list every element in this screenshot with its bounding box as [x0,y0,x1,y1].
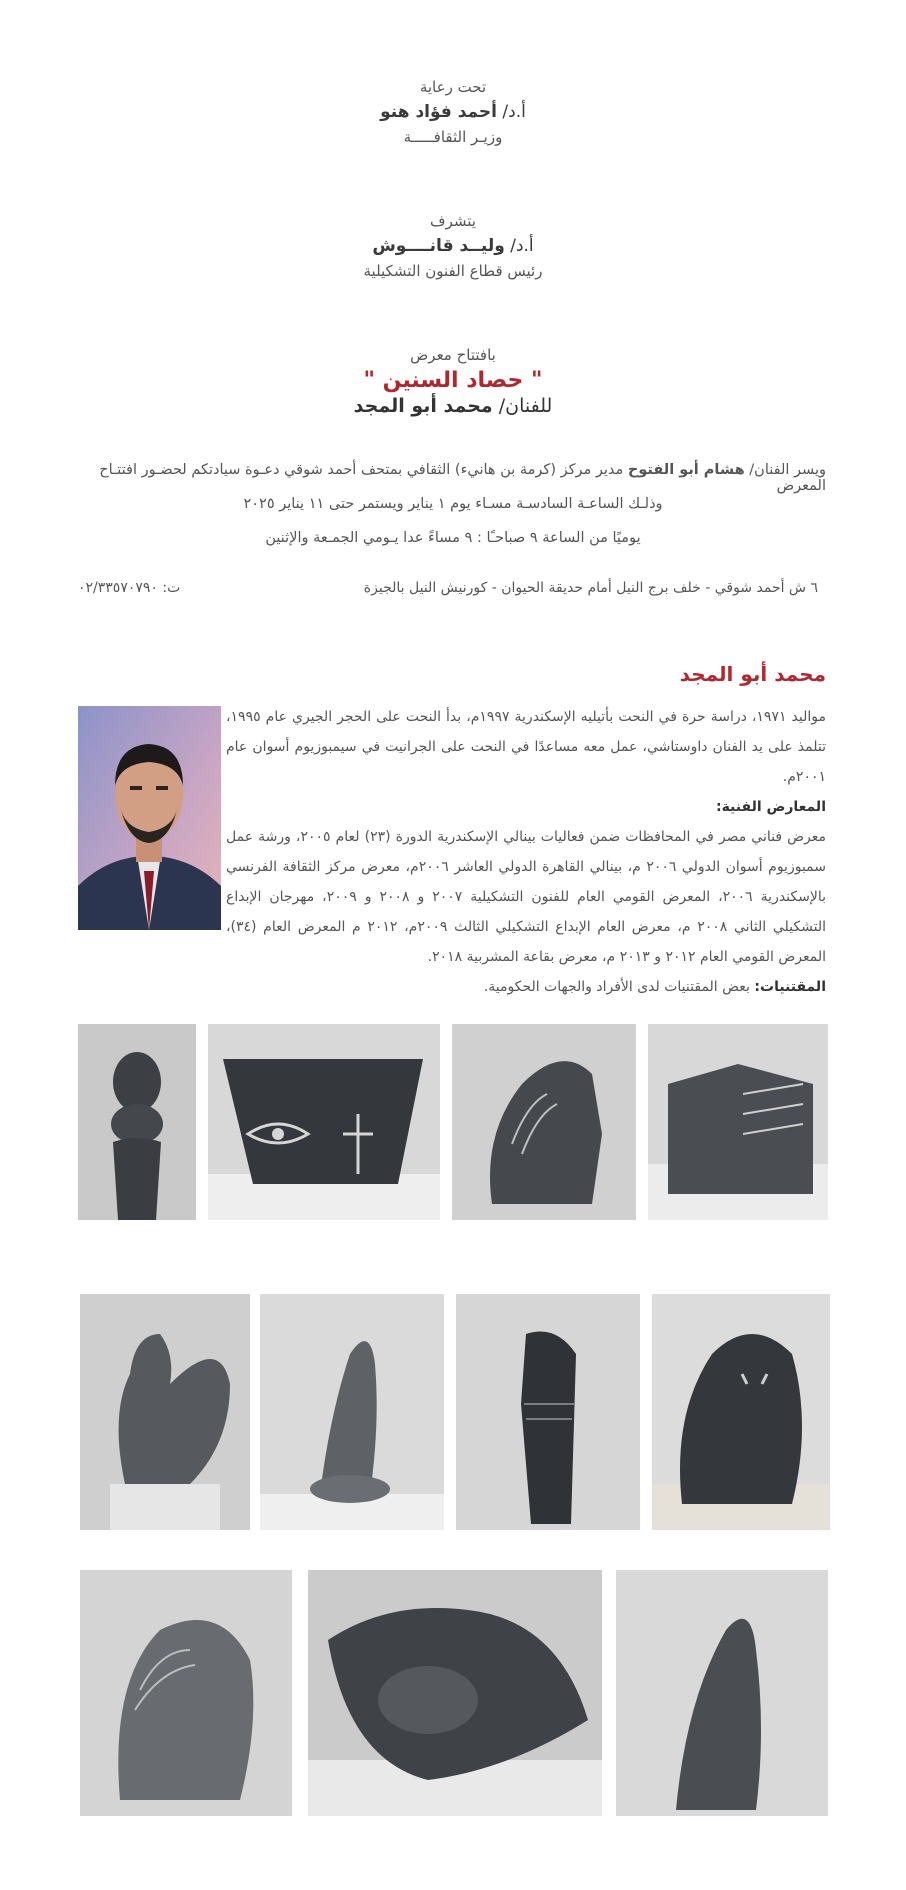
minister-title: وزيـر الثقافـــــة [403,128,503,146]
exhibitions-heading: المعارض الفنية: [715,799,826,815]
sculpture-photo-2 [208,1024,440,1220]
host-name: هشام أبو الفتوح [627,462,745,478]
invitation-prefix: ويسر الفنان/ [749,462,826,478]
artist-name: محمد أبو المجد [353,395,493,417]
exhibition-title: " حصاد السنين " [363,368,543,393]
honor-prefix: أ.د/ [510,236,534,256]
sculpture-photo-9 [80,1570,292,1816]
exhibitions-text: معرض فناني مصر في المحافظات ضمن فعاليات بينالي الإسكندرية الدورة (٢٣) لعام ٢٠٠٥، ورشة عمل سمبوزيوم أسوان الدولي ٢٠٠٦ م، بينالي القاهرة الدولي العاشر ٢٠٠٦م، معرض مركز الثقافة الفرنسي بالإسكندرية ٢٠٠٦، المعرض القومي العام للفنون التشكيلية ٢٠٠٧ و ٢٠٠٨ و ٢٠٠٩، مهرجان الإبداع التشكيلي الثاني ٢٠٠٨ م، معرض العام الإبداع التشكيلي الثالث ٢٠٠٩م، ٢٠١٢ م المعرض العام (٣٤)، المعرض القومي العام ٢٠١٢ و ٢٠١٣ م، معرض بقاعة المشربية ٢٠١٨. [226,829,827,965]
sculpture-photo-8 [652,1294,830,1530]
invitation-line-2: وذلـك الساعـة السادسـة مسـاء يوم ١ يناير ويستمر حتى ١١ يناير ٢٠٢٥ [243,496,663,512]
invitation-line-3: يوميًا من الساعة ٩ صباحـًا : ٩ مساءً عدا يـومي الجمـعة والإثنين [265,530,641,546]
opening-label: بافتتاح معرض [410,346,496,364]
exhibition-block [0,346,906,417]
minister-line [0,102,906,122]
invitation-rest: مدير مركز (كرمة بن هانيء) الثقافي بمتحف أحمد شوقي دعـوة سيادتكم لحضـور افتتـاح المعرض [99,462,826,494]
honor-line [0,236,906,256]
minister-name: أحمد فؤاد هنو [380,102,497,122]
sculpture-photo-4 [648,1024,828,1220]
sculpture-photo-7 [456,1294,640,1530]
invitation-line-1 [80,462,826,494]
honor-block [0,212,906,280]
sculpture-photo-10 [308,1570,602,1816]
sculpture-photo-5 [80,1294,250,1530]
bio-heading: محمد أبو المجد [679,662,826,686]
minister-prefix: أ.د/ [502,102,526,122]
sculpture-photo-1 [78,1024,196,1220]
patronage-block [0,78,906,146]
bio-text [226,702,826,1002]
sculpture-photo-6 [260,1294,444,1530]
sculpture-photo-3 [452,1024,636,1220]
honor-title: رئيس قطاع الفنون التشكيلية [363,262,543,280]
patronage-label: تحت رعاية [419,78,487,96]
artist-portrait [78,706,221,930]
artist-prefix: للفنان/ [498,395,553,417]
bio-paragraph: مواليد ١٩٧١، دراسة حرة في النحت بأتيليه الإسكندرية ١٩٩٧م، بدأ النحت على الحجر الجيري عام ١٩٩٥، تتلمذ على يد الفنان داوستاشي، عمل معه مساعدًا في النحت على الجرانيت في سيمبوزيوم أسوان عام ٢٠٠١م. [226,709,826,785]
acquisitions-text: بعض المقتنيات لدى الأفراد والجهات الحكومية. [483,979,750,995]
address: ٦ ش أحمد شوقي - خلف برج النيل أمام حديقة الحيوان - كورنيش النيل بالجيزة [363,580,818,596]
sculpture-photo-11 [616,1570,828,1816]
acquisitions-heading: المقتنيات: [754,979,826,995]
phone: ت: ٠٢/٣٣٥٧٠٧٩٠ [78,580,181,596]
honor-label: يتشرف [430,212,476,230]
artist-line [0,395,906,417]
honor-name: وليــد قانــــوش [372,236,505,256]
